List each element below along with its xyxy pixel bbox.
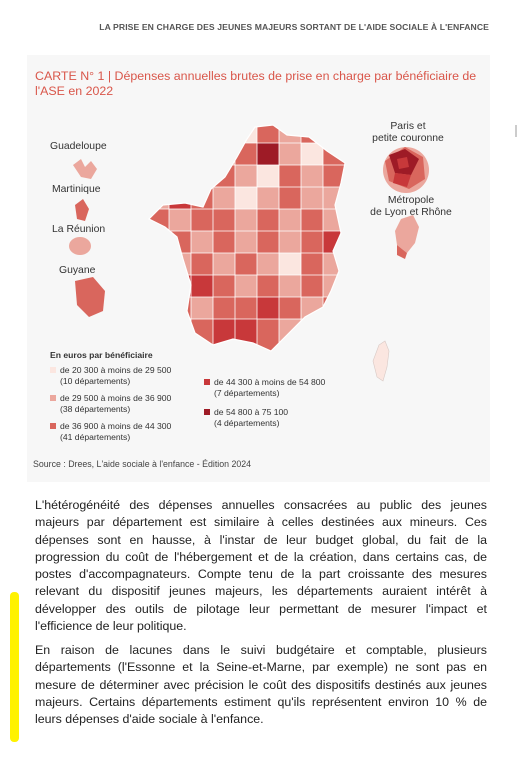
figure-source: Source : Drees, L'aide sociale à l'enfance - Édition 2024: [33, 459, 252, 469]
legend-swatch-5: [204, 409, 210, 415]
figure-title: CARTE N° 1 | Dépenses annuelles brutes de prise en charge par bénéficiaire de l'ASE en 2022: [35, 69, 477, 98]
legend-swatch-1: [50, 367, 56, 373]
legend-count-1: (10 départements): [60, 375, 131, 386]
legend-count-5: (4 départements): [214, 417, 280, 428]
guadeloupe-island: [73, 159, 97, 179]
lyon-inset: [395, 215, 419, 259]
guyane-territory: [75, 277, 105, 317]
running-header: LA PRISE EN CHARGE DES JEUNES MAJEURS SORTANT DE L'AIDE SOCIALE À L'ENFANCE: [99, 22, 489, 32]
legend-item-5: [204, 407, 288, 428]
legend-item-2: [50, 393, 171, 414]
legend-range-1: de 20 300 à moins de 29 500: [60, 365, 172, 375]
legend-item-4: [204, 377, 325, 398]
legend-count-2: (38 départements): [60, 403, 131, 414]
legend-range-4: de 44 300 à moins de 54 800: [214, 377, 326, 387]
legend-range-3: de 36 900 à moins de 44 300: [60, 421, 172, 431]
legend-item-1: [50, 365, 171, 386]
martinique-island: [75, 199, 89, 221]
map-figure: [27, 55, 490, 482]
legend-swatch-3: [50, 423, 56, 429]
label-paris-2: petite couronne: [372, 133, 444, 144]
paragraph-2: En raison de lacunes dans le suivi budgétaire et comptable, plusieurs départements (l'Essonne et la Seine-et-Marne, par exemple) ne sont pas en mesure de déterminer avec précision le coût des dispositifs destinés aux jeunes majeurs. Certains départements estiment qu'ils représentent environ 10 % de leurs dépenses d'aide sociale à l'enfance.: [35, 643, 487, 727]
legend-count-3: (41 départements): [60, 431, 131, 442]
legend-title: En euros par bénéficiaire: [50, 350, 153, 360]
label-martinique: Martinique: [52, 184, 101, 195]
legend-range-2: de 29 500 à moins de 36 900: [60, 393, 172, 403]
label-lyon-1: Métropole: [387, 195, 435, 206]
legend-swatch-2: [50, 395, 56, 401]
label-guyane: Guyane: [59, 265, 96, 276]
paris-inset: [383, 147, 429, 193]
corsica-island: [373, 341, 389, 381]
label-paris-1: Paris et: [390, 121, 426, 132]
label-reunion: La Réunion: [52, 224, 106, 235]
legend-item-3: [50, 421, 171, 442]
legend-range-5: de 54 800 à 75 100: [214, 407, 289, 417]
label-guadeloupe: Guadeloupe: [50, 141, 107, 152]
paragraph-1: L'hétérogénéité des dépenses annuelles consacrées au public des jeunes majeurs par département est similaire à celles destinées aux mineurs. Ces dépenses sont en hausse, à l'instar de leur budget global, du fait de la progression du coût de l'hébergement et de la création, dans certains cas, de postes d'accompagnateurs. Compte tenu de la part croissante des mesures relevant du dispositif jeunes majeurs, les départements auraient intérêt à développer des outils de pilotage leur permettant de mesurer l'impact et l'efficience de leur politique.: [35, 498, 487, 634]
legend-count-4: (7 départements): [214, 387, 280, 398]
legend-swatch-4: [204, 379, 210, 385]
reunion-island: [69, 237, 91, 255]
yellow-highlight-mark: [10, 592, 19, 742]
label-lyon-2: de Lyon et Rhône: [370, 207, 452, 218]
